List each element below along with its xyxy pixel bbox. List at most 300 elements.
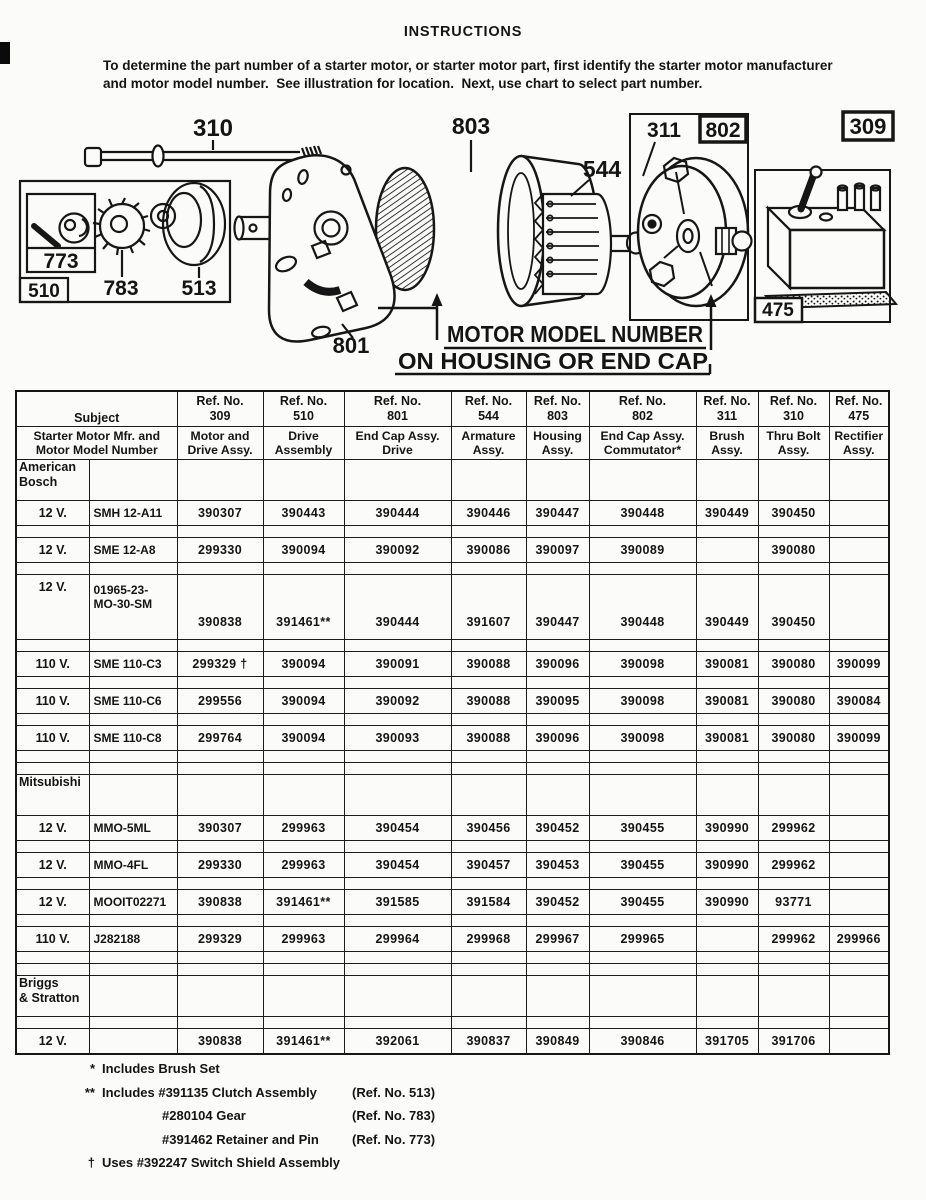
part-number-cell: 390097	[526, 538, 589, 563]
spacer-cell	[829, 878, 889, 890]
table-row-data	[16, 726, 889, 751]
spacer-cell	[829, 526, 889, 538]
model-cell: 01965-23- MO-30-SM	[89, 575, 177, 640]
voltage-cell: 12 V.	[16, 816, 89, 841]
spacer-cell	[758, 841, 829, 853]
part-number-cell: 390454	[344, 853, 451, 878]
part-number-cell: 390096	[526, 652, 589, 677]
spacer-cell	[344, 1017, 451, 1029]
spacer-cell	[344, 763, 451, 775]
spacer-cell	[89, 640, 177, 652]
table-row-spacer	[16, 1017, 889, 1029]
part-number-cell: 299329	[177, 927, 263, 952]
spacer-cell	[829, 952, 889, 964]
spacer-cell	[344, 878, 451, 890]
spacer-cell	[89, 878, 177, 890]
part-number-cell: 390094	[263, 538, 344, 563]
spacer-cell	[263, 1017, 344, 1029]
part-number-cell: 299968	[451, 927, 526, 952]
spacer-cell	[829, 751, 889, 763]
part-number-cell: 391461**	[263, 890, 344, 915]
part-number-cell: 390098	[589, 726, 696, 751]
exploded-diagram	[0, 100, 926, 390]
part-number-cell: 299962	[758, 853, 829, 878]
table-cell-empty	[344, 775, 451, 816]
table-row-data	[16, 575, 889, 640]
spacer-cell	[263, 878, 344, 890]
spacer-cell	[89, 952, 177, 964]
part-number-cell: 390448	[589, 575, 696, 640]
spacer-cell	[451, 878, 526, 890]
part-number-cell: 299964	[344, 927, 451, 952]
spacer-cell	[526, 878, 589, 890]
table-row-spacer	[16, 563, 889, 575]
part-number-cell: 390450	[758, 575, 829, 640]
part-number-cell: 390081	[696, 652, 758, 677]
spacer-cell	[526, 1017, 589, 1029]
table-row-group	[16, 976, 889, 1017]
spacer-cell	[589, 751, 696, 763]
table-row-data	[16, 538, 889, 563]
spacer-cell	[344, 751, 451, 763]
spacer-cell	[526, 526, 589, 538]
footnote-ref: (Ref. No. 783)	[352, 1108, 436, 1123]
header-ref-no: Ref. No. 510	[263, 391, 344, 427]
part-number-cell: 390099	[829, 652, 889, 677]
spacer-cell	[451, 640, 526, 652]
spacer-cell	[89, 841, 177, 853]
spacer-cell	[526, 563, 589, 575]
header-assy-name: End Cap Assy. Drive	[344, 427, 451, 460]
table-cell-empty	[344, 460, 451, 501]
spacer-cell	[263, 563, 344, 575]
footnote-ref: (Ref. No. 773)	[352, 1131, 436, 1147]
spacer-cell	[589, 1017, 696, 1029]
header-assy-name: End Cap Assy. Commutator*	[589, 427, 696, 460]
part-number-cell: 390455	[589, 853, 696, 878]
table-cell-empty	[177, 976, 263, 1017]
spacer-cell	[263, 677, 344, 689]
spacer-cell	[263, 751, 344, 763]
spacer-cell	[177, 751, 263, 763]
spacer-cell	[589, 526, 696, 538]
part-number-cell: 390091	[344, 652, 451, 677]
spacer-cell	[344, 714, 451, 726]
part-number-cell	[696, 538, 758, 563]
part-number-cell	[829, 1029, 889, 1055]
spacer-cell	[177, 841, 263, 853]
spacer-cell	[16, 714, 89, 726]
label-801: 801	[332, 333, 370, 358]
table-row-spacer	[16, 915, 889, 927]
footnote-marker: †	[87, 1155, 95, 1170]
part-number-cell: 391461**	[263, 1029, 344, 1055]
part-number-cell: 390838	[177, 890, 263, 915]
spacer-cell	[696, 677, 758, 689]
part-number-cell: 391585	[344, 890, 451, 915]
spacer-cell	[89, 915, 177, 927]
spacer-cell	[696, 640, 758, 652]
header-row-assy	[16, 427, 889, 460]
header-ref-no: Ref. No. 544	[451, 391, 526, 427]
voltage-cell: 12 V.	[16, 853, 89, 878]
table-cell-empty	[177, 460, 263, 501]
part-number-cell: 390457	[451, 853, 526, 878]
part-number-cell: 390449	[696, 575, 758, 640]
table-cell-empty	[263, 775, 344, 816]
table-cell-empty	[89, 976, 177, 1017]
spacer-cell	[829, 563, 889, 575]
spacer-cell	[758, 677, 829, 689]
table-cell-empty	[829, 775, 889, 816]
part-number-cell: 390454	[344, 816, 451, 841]
spacer-cell	[89, 964, 177, 976]
spacer-cell	[696, 964, 758, 976]
part-number-cell: 390307	[177, 816, 263, 841]
part-number-cell: 390453	[526, 853, 589, 878]
footnote-text: #391462 Retainer and Pin	[162, 1131, 319, 1147]
table-row-spacer	[16, 640, 889, 652]
spacer-cell	[696, 841, 758, 853]
part-number-cell: 390990	[696, 816, 758, 841]
table-cell-empty	[526, 460, 589, 501]
table-cell-empty	[451, 976, 526, 1017]
voltage-cell: 110 V.	[16, 689, 89, 714]
spacer-cell	[758, 526, 829, 538]
part-number-cell: 391706	[758, 1029, 829, 1055]
part-number-cell: 390990	[696, 853, 758, 878]
table-group-label: Briggs & Stratton	[16, 976, 89, 1017]
part-number-cell: 299962	[758, 816, 829, 841]
part-number-cell: 390094	[263, 652, 344, 677]
part-number-cell: 390081	[696, 726, 758, 751]
spacer-cell	[589, 915, 696, 927]
header-subject-sub: Starter Motor Mfr. and Motor Model Number	[16, 427, 177, 460]
part-number-cell: 390448	[589, 501, 696, 526]
intro-paragraph	[103, 57, 848, 92]
model-cell: SME 110-C8	[89, 726, 177, 751]
spacer-cell	[696, 714, 758, 726]
spacer-cell	[589, 714, 696, 726]
spacer-cell	[16, 677, 89, 689]
model-cell: MMO-4FL	[89, 853, 177, 878]
label-803: 803	[451, 113, 491, 139]
armature-illustration	[535, 180, 645, 294]
page-title: INSTRUCTIONS	[403, 24, 523, 40]
part-number-cell: 390088	[451, 726, 526, 751]
spacer-cell	[177, 964, 263, 976]
voltage-cell: 12 V.	[16, 890, 89, 915]
part-number-cell: 299764	[177, 726, 263, 751]
spacer-cell	[696, 878, 758, 890]
table-row-data	[16, 816, 889, 841]
spacer-cell	[344, 964, 451, 976]
spacer-cell	[829, 714, 889, 726]
table-cell-empty	[263, 460, 344, 501]
part-number-cell: 93771	[758, 890, 829, 915]
part-number-cell: 390092	[344, 689, 451, 714]
spacer-cell	[758, 915, 829, 927]
spacer-cell	[177, 714, 263, 726]
part-number-cell: 390099	[829, 726, 889, 751]
part-number-cell: 390080	[758, 538, 829, 563]
spacer-cell	[696, 763, 758, 775]
table-group-label: American Bosch	[16, 460, 89, 501]
part-number-cell: 390838	[177, 1029, 263, 1055]
header-assy-name: Rectifier Assy.	[829, 427, 889, 460]
spacer-cell	[177, 915, 263, 927]
spacer-cell	[16, 915, 89, 927]
spacer-cell	[829, 763, 889, 775]
rectifier-illustration	[755, 112, 896, 322]
footnotes	[78, 1057, 435, 1175]
part-number-cell: 390080	[758, 726, 829, 751]
note-line-1: MOTOR MODEL NUMBER	[447, 321, 704, 347]
table-cell-empty	[696, 775, 758, 816]
spacer-cell	[758, 952, 829, 964]
spacer-cell	[89, 751, 177, 763]
table-cell-empty	[451, 460, 526, 501]
part-number-cell: 390088	[451, 689, 526, 714]
table-group-label: Mitsubishi	[16, 775, 89, 816]
label-544: 544	[582, 156, 622, 182]
part-number-cell: 391705	[696, 1029, 758, 1055]
label-311: 311	[647, 119, 681, 142]
table-row-spacer	[16, 526, 889, 538]
table-row-spacer	[16, 763, 889, 775]
spacer-cell	[829, 677, 889, 689]
header-assy-name: Housing Assy.	[526, 427, 589, 460]
part-number-cell: 390089	[589, 538, 696, 563]
spacer-cell	[263, 964, 344, 976]
scan-artifact	[0, 42, 10, 64]
spacer-cell	[344, 915, 451, 927]
spacer-cell	[263, 952, 344, 964]
spacer-cell	[344, 841, 451, 853]
part-number-cell: 390092	[344, 538, 451, 563]
intro-line-1: To determine the part number of a starter motor, or starter motor part, first identify the starter motor manufacturer	[103, 58, 833, 73]
label-475: 475	[762, 300, 794, 321]
part-number-cell: 390084	[829, 689, 889, 714]
part-number-cell: 390447	[526, 575, 589, 640]
spacer-cell	[89, 677, 177, 689]
spacer-cell	[696, 526, 758, 538]
model-cell: MMO-5ML	[89, 816, 177, 841]
part-number-cell: 391461**	[263, 575, 344, 640]
voltage-cell: 12 V.	[16, 575, 89, 640]
spacer-cell	[177, 640, 263, 652]
part-number-cell	[829, 853, 889, 878]
table-cell-empty	[696, 460, 758, 501]
spacer-cell	[16, 751, 89, 763]
spacer-cell	[89, 563, 177, 575]
header-row-ref	[16, 391, 889, 427]
starter-motor-illustration	[0, 100, 926, 390]
table-cell-empty	[177, 775, 263, 816]
spacer-cell	[589, 563, 696, 575]
header-ref-no: Ref. No. 310	[758, 391, 829, 427]
header-assy-name: Thru Bolt Assy.	[758, 427, 829, 460]
spacer-cell	[16, 952, 89, 964]
footnote-text: Includes #391135 Clutch Assembly	[102, 1084, 317, 1100]
spacer-cell	[263, 526, 344, 538]
voltage-cell: 12 V.	[16, 1029, 89, 1055]
table-row-data	[16, 890, 889, 915]
part-number-cell: 390838	[177, 575, 263, 640]
spacer-cell	[758, 878, 829, 890]
part-number-cell: 299556	[177, 689, 263, 714]
table-cell-empty	[589, 976, 696, 1017]
part-number-cell	[829, 501, 889, 526]
header-ref-no: Ref. No. 803	[526, 391, 589, 427]
part-number-cell: 390080	[758, 689, 829, 714]
table-cell-empty	[829, 460, 889, 501]
part-number-cell	[829, 816, 889, 841]
table-row-data	[16, 689, 889, 714]
part-number-cell: 390849	[526, 1029, 589, 1055]
spacer-cell	[263, 915, 344, 927]
table-row-group	[16, 460, 889, 501]
table-cell-empty	[89, 775, 177, 816]
model-cell: SME 12-A8	[89, 538, 177, 563]
spacer-cell	[16, 763, 89, 775]
table-row-group	[16, 775, 889, 816]
spacer-cell	[526, 964, 589, 976]
part-number-cell: 299330	[177, 538, 263, 563]
part-number-cell: 390444	[344, 501, 451, 526]
part-number-cell: 390452	[526, 816, 589, 841]
part-number-cell: 391607	[451, 575, 526, 640]
model-cell: MOOIT02271	[89, 890, 177, 915]
spacer-cell	[344, 526, 451, 538]
spacer-cell	[16, 841, 89, 853]
part-number-cell: 390096	[526, 726, 589, 751]
spacer-cell	[758, 763, 829, 775]
footnote-ref: (Ref. No. 513)	[352, 1084, 436, 1100]
footnote-line	[78, 1128, 435, 1152]
spacer-cell	[344, 563, 451, 575]
spacer-cell	[451, 563, 526, 575]
spacer-cell	[263, 714, 344, 726]
part-number-cell: 390307	[177, 501, 263, 526]
spacer-cell	[829, 964, 889, 976]
spacer-cell	[177, 563, 263, 575]
part-number-cell	[829, 890, 889, 915]
table-cell-empty	[526, 976, 589, 1017]
spacer-cell	[89, 526, 177, 538]
spacer-cell	[263, 841, 344, 853]
spacer-cell	[16, 563, 89, 575]
voltage-cell: 12 V.	[16, 501, 89, 526]
spacer-cell	[526, 763, 589, 775]
part-number-cell	[696, 927, 758, 952]
spacer-cell	[451, 1017, 526, 1029]
spacer-cell	[758, 964, 829, 976]
label-510: 510	[28, 281, 60, 302]
table-cell-empty	[758, 775, 829, 816]
model-cell	[89, 1029, 177, 1055]
footnote-text: Includes Brush Set	[102, 1061, 220, 1076]
table-row-spacer	[16, 677, 889, 689]
part-number-cell: 390086	[451, 538, 526, 563]
table-row-data	[16, 652, 889, 677]
part-number-cell: 390455	[589, 816, 696, 841]
table-cell-empty	[758, 976, 829, 1017]
table-cell-empty	[829, 976, 889, 1017]
spacer-cell	[89, 763, 177, 775]
part-number-cell: 299329 †	[177, 652, 263, 677]
header-ref-no: Ref. No. 801	[344, 391, 451, 427]
brush-end-cap-illustration	[630, 114, 752, 320]
footnote-line	[78, 1057, 435, 1081]
part-number-cell: 299965	[589, 927, 696, 952]
spacer-cell	[89, 1017, 177, 1029]
label-802: 802	[705, 119, 741, 142]
spacer-cell	[829, 1017, 889, 1029]
spacer-cell	[177, 952, 263, 964]
footnote-text: #280104 Gear	[162, 1108, 246, 1123]
part-number-cell: 390098	[589, 689, 696, 714]
spacer-cell	[758, 751, 829, 763]
spacer-cell	[451, 526, 526, 538]
toggle-switch	[801, 174, 814, 209]
spacer-cell	[177, 526, 263, 538]
part-number-cell: 390447	[526, 501, 589, 526]
spacer-cell	[177, 878, 263, 890]
voltage-cell: 12 V.	[16, 538, 89, 563]
spacer-cell	[526, 714, 589, 726]
table-cell-empty	[344, 976, 451, 1017]
spacer-cell	[696, 751, 758, 763]
spacer-cell	[829, 640, 889, 652]
table-cell-empty	[696, 976, 758, 1017]
spacer-cell	[16, 640, 89, 652]
end-cap-plate	[269, 155, 395, 341]
voltage-cell: 110 V.	[16, 726, 89, 751]
spacer-cell	[589, 640, 696, 652]
spacer-cell	[451, 915, 526, 927]
part-number-cell: 390446	[451, 501, 526, 526]
table-cell-empty	[589, 775, 696, 816]
spacer-cell	[526, 841, 589, 853]
spacer-cell	[177, 1017, 263, 1029]
part-number-cell: 390094	[263, 689, 344, 714]
spacer-cell	[451, 952, 526, 964]
part-number-cell: 390846	[589, 1029, 696, 1055]
spacer-cell	[16, 526, 89, 538]
spacer-cell	[16, 964, 89, 976]
model-cell: SMH 12-A11	[89, 501, 177, 526]
footnote-line	[78, 1104, 435, 1128]
spacer-cell	[526, 677, 589, 689]
part-number-cell: 299963	[263, 853, 344, 878]
spacer-cell	[829, 841, 889, 853]
label-773: 773	[43, 250, 79, 273]
table-row-spacer	[16, 714, 889, 726]
part-number-cell: 390837	[451, 1029, 526, 1055]
spacer-cell	[589, 841, 696, 853]
part-number-cell: 390081	[696, 689, 758, 714]
part-number-cell: 390990	[696, 890, 758, 915]
table-row-data	[16, 1029, 889, 1055]
part-number-cell: 299962	[758, 927, 829, 952]
note-line-2: ON HOUSING OR END CAP	[398, 348, 708, 374]
spacer-cell	[451, 714, 526, 726]
table-row-data	[16, 853, 889, 878]
spacer-cell	[696, 952, 758, 964]
table-cell-empty	[526, 775, 589, 816]
spacer-cell	[589, 677, 696, 689]
